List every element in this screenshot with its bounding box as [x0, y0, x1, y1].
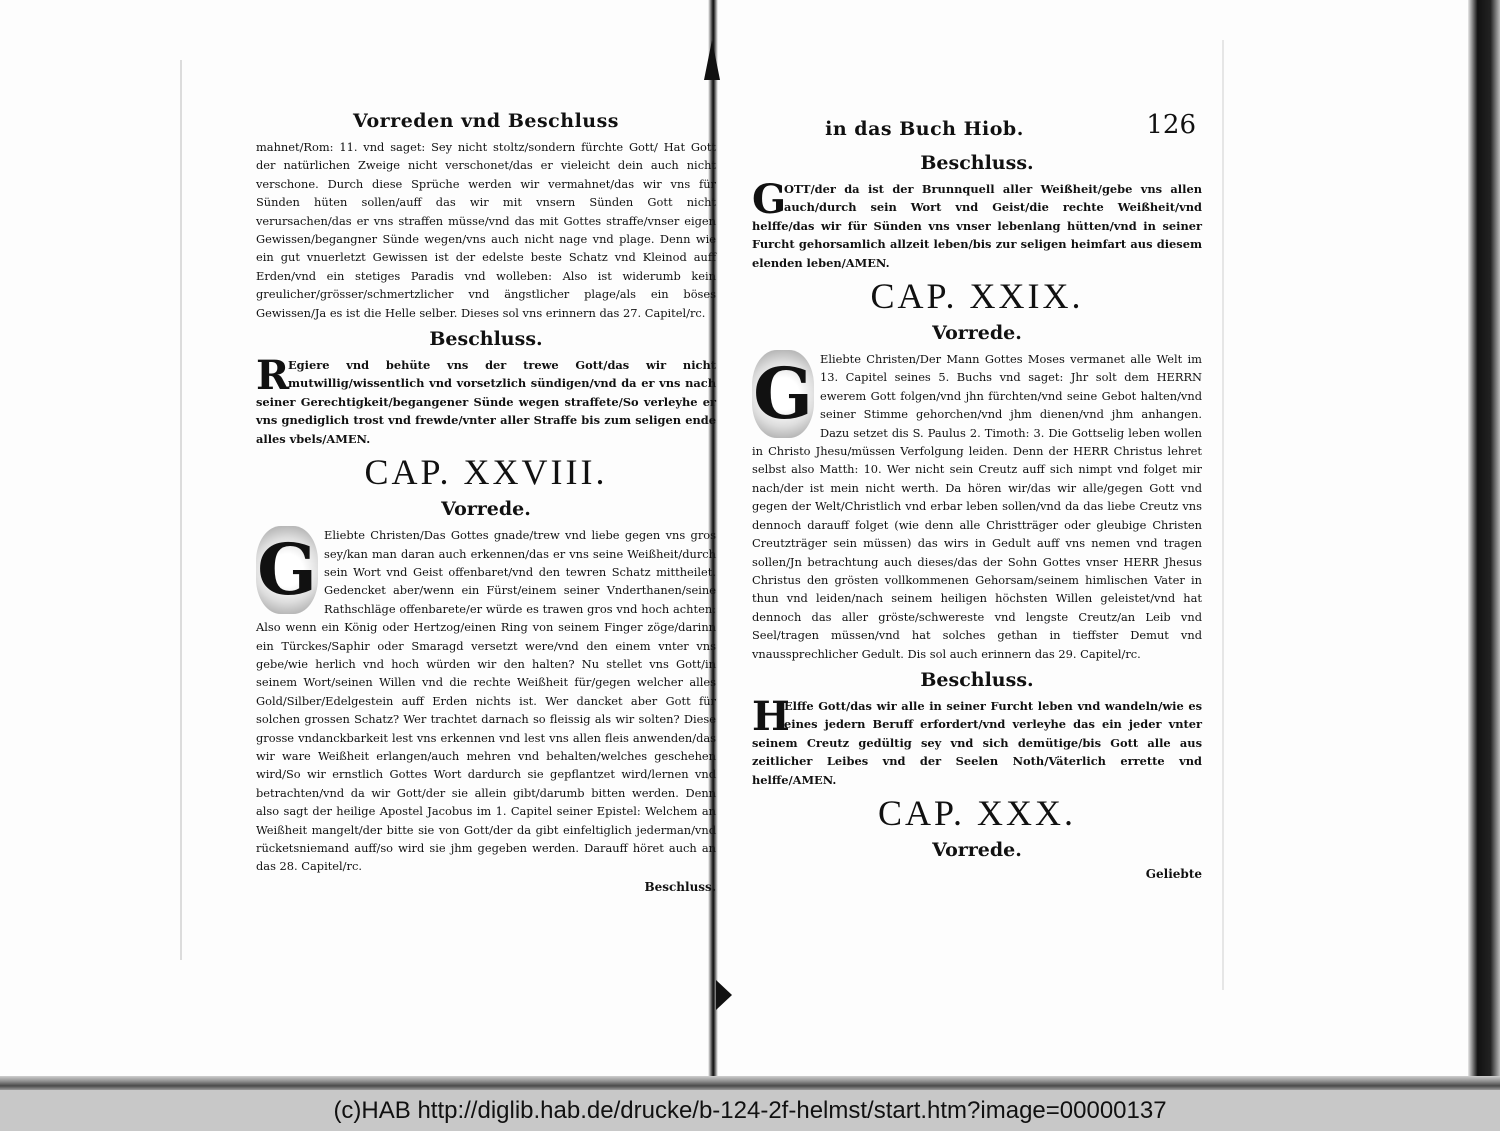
left-page	[256, 110, 716, 894]
right-catchword: Geliebte	[1145, 866, 1202, 881]
right-beschluss2-paragraph	[752, 692, 1202, 789]
right-beschluss2-heading: Beschluss.	[920, 668, 1034, 691]
right-vorrede-text: Eliebte Christen/Der Mann Gottes Moses vermanet alle Welt im 13. Capitel seines 5. Buchs vnd saget: Jhr solt dem HERRN ewerem Gott folgen/vnd jhn fürchten/vnd seine Gebot halten/vnd seiner Stimme gehorchen/vnd jhm dienen/vnd jhm anhangen. Dazu setzet dis S. Paulus 2. Timoth: 3. Die Gottselig leben wollen in Christo Jhesu/müssen Verfolgung leiden. Denn der HERR Christus lehret selbst also Matth: 10. Wer nicht sein Creutz auff sich nimpt vnd folget mir nach/der ist mein nicht werth. Da hören wir/das wir alle/gegen Gott vnd gegen der Welt/Christlich vnd erbar leben sollen/vnd da das liebe Creutz vns dennoch darauff folget (wie denn alle Christträger oder gleubige Christen Creutzträger sein müssen) das wirs in Gedult auff vns nemen vnd tragen sollen/Jn betrachtung auch dieses/das der Sohn Gottes vnser HERR Jhesus Christus den grösten vollkommenen Gehorsam/seinem himlischen Vater in thun vnd leiden/nach seinem heiligen höchsten Willen geleistet/vnd hat dennoch das aller gröste/schwereste vnd lengste Creutz/an Leib vnd Seel/tragen müssen/vnd hat solches gethan in tieffster Demut vnd vnaussprechlicher Gedult. Dis sol auch erinnern das 29. Capitel/rc.	[752, 352, 1202, 661]
left-running-head: Vorreden vnd Beschluss	[353, 110, 619, 132]
left-catchword: Beschluss.	[644, 879, 716, 894]
spine-shadow-bottom	[716, 980, 732, 1010]
page-number: 126	[1146, 110, 1196, 140]
right-running-head: in das Buch Hiob.	[825, 118, 1024, 140]
right-vorrede-paragraph	[752, 350, 1202, 663]
right-decorated-initial: G	[752, 350, 814, 438]
right-beschluss-initial: G	[752, 176, 787, 223]
right-beschluss-paragraph	[752, 176, 1202, 272]
right-vorrede-heading: Vorrede.	[932, 322, 1022, 345]
left-beschluss-heading: Beschluss.	[429, 328, 543, 351]
right-scan-edge	[1468, 0, 1500, 1085]
left-intro-paragraph: mahnet/Rom: 11. vnd saget: Sey nicht stoltz/sondern fürchte Gott/ Hat Gott der natürlichen Zweige nicht verschonet/das er vieleicht dein auch nicht verschone. Durch diese Sprüche werden wir vermahnet/das wir vns für Sünden hüten sollen/auff das wir mit vnsern Sünden Gott nicht verursachen/das er vns straffen müsse/vnd das mit Gottes straffe/vnser eigen Gewissen/begangner Sünde wegen/vns auch nicht nage vnd plage. Denn wie ein gut vnuerletzt Gewissen ist der edelste beste Schatz vnd Kleinod auff Erden/vnd ein stetiges Paradis vnd wolleben: Also ist widerumb kein greulicher/grösser/schmertzlicher vnd ängstlicher plage/als ein böses Gewissen/Ja es ist die Helle selber. Dieses sol vns erinnern das 27. Capitel/rc.	[256, 140, 716, 320]
right-beschluss2-initial: H	[752, 692, 790, 740]
right-beschluss-heading: Beschluss.	[920, 152, 1034, 174]
left-vorrede-heading: Vorrede.	[441, 498, 531, 521]
cap-xxx-heading: CAP. XXX.	[877, 792, 1077, 833]
right-page-edge	[1222, 40, 1224, 990]
copyright-footer	[0, 1090, 1500, 1131]
left-vorrede-text: Eliebte Christen/Das Gottes gnade/trew vnd liebe gegen vns gros sey/kan man daran auch erkennen/das er vns seine Weißheit/durch sein Wort vnd Geist offenbaret/vnd den tewren Schatz mittheilet. Gedencket aber/wenn ein Fürst/einem seiner Vnderthanen/seine Rathschläge offenbarete/er würde es trawen gros vnd hoch achten: Also wenn ein König oder Hertzog/einen Ring von seinem Finger zöge/darinn ein Türckes/Saphir oder Smaragd versetzt were/vnd den einem vnter vns gebe/wie herlich vnd hoch würden wir den halten? Nu stellet vns Gott/in seinem Wort/seinen Willen vnd die rechte Weißheit für/gegen welcher alles Gold/Silber/Edelgestein auff Erden nichts ist. Wer dancket aber Gott für solchen grossen Schatz? Wer trachtet darnach so fleissig als wir solten? Diese grosse vndanckbarkeit lest vns erkennen vnd lest vns allen fleis anwenden/das wir ware Weißheit erlangen/auch mehren vnd behalten/welches geschehen wird/So wir ernstlich Gottes Wort dardurch sie gepflantzet wird/lernen vnd betrachten/vnd da wir Gott/der sie allein gibt/darumb bitten werden. Denn also sagt der heilige Apostel Jacobus im 1. Capitel seiner Epistel: Welchem an Weißheit mangelt/der bitte sie von Gott/der da gibt einfeltiglich jederman/vnd rücketsniemand auff/so wird sie jhm gegeben werden. Darauff höret auch an das 28. Capitel/rc.	[256, 528, 716, 874]
right-head-row	[752, 110, 1202, 146]
left-page-edge	[180, 60, 182, 960]
left-decorated-initial: G	[256, 526, 318, 614]
left-vorrede-paragraph	[256, 526, 716, 876]
left-beschluss-text: Egiere vnd behüte vns der trewe Gott/das wir nicht mutwillig/wissentlich vnd vorsetzlich sündigen/vnd da er vns nach seiner Gerechtigkeit/begangener Sünde wegen straffete/So verleyhe er vns gnediglich trost vnd frewde/vnter aller Straffe bis zum seligen ende alles vbels/AMEN.	[256, 358, 716, 446]
footer-credit-text: (c)HAB http://diglib.hab.de/drucke/b-124-2f-helmst/start.htm?image=00000137	[333, 1096, 1167, 1124]
left-beschluss-paragraph	[256, 352, 716, 448]
cap-xxviii-heading: CAP. XXVIII.	[364, 452, 608, 493]
right-beschluss2-text: Elffe Gott/das wir alle in seiner Furcht leben vnd wandeln/wie es eines jedern Beruff erfordert/vnd verleyhe das ein jeder vnter seinem Creutz gedültig sey vnd sich demütige/bis Gott alle aus zeitlicher Leibes vnd der Seelen Noth/Väterlich errette vnd helffe/AMEN.	[752, 698, 1202, 787]
left-beschluss-initial: R	[256, 352, 290, 400]
scanner-bottom-band	[0, 1076, 1500, 1090]
right-beschluss-text: OTT/der da ist der Brunnquell aller Weißheit/gebe vns allen auch/durch sein Wort vnd Geist/die rechte Weißheit/vnd helffe/das wir für Sünden vns vnser lebenlang hütten/vnd in seiner Furcht gehorsamlich allzeit leben/bis zur seligen heimfart aus diesem elenden leben/AMEN.	[752, 182, 1202, 270]
cap-xxix-heading: CAP. XXIX.	[870, 276, 1084, 317]
right-page	[752, 110, 1202, 881]
right-vorrede2-heading: Vorrede.	[932, 838, 1022, 861]
